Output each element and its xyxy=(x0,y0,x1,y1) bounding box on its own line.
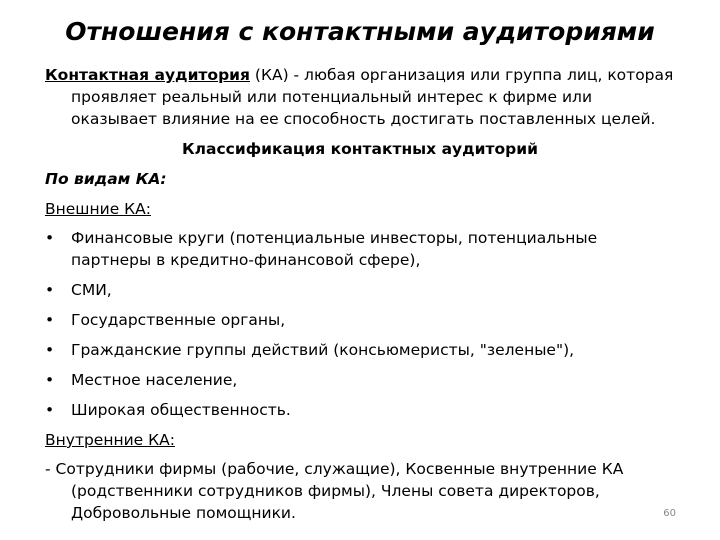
external-item-text: Государственные органы, xyxy=(71,311,286,329)
bullet-icon: • xyxy=(45,401,55,419)
bullet-icon: • xyxy=(45,341,55,359)
slide-title: Отношения с контактными аудиториями xyxy=(65,17,655,46)
external-item-text: Широкая общественность. xyxy=(71,401,291,419)
external-item-2 xyxy=(45,279,675,301)
external-item-5 xyxy=(45,369,675,391)
slide-content xyxy=(45,64,675,524)
external-label: Внешние КА: xyxy=(45,200,151,218)
definition-term: Контактная аудитория xyxy=(45,66,250,84)
external-item-3 xyxy=(45,309,675,331)
bullet-icon: • xyxy=(45,311,55,329)
bullet-icon: • xyxy=(45,371,55,389)
internal-paragraph: - Сотрудники фирмы (рабочие, служащие), Косвенные внутренние КА (родственники сотрудников фирмы), Члены совета директоров, Добровольные помощники. xyxy=(45,460,624,522)
page-number: 60 xyxy=(663,508,676,519)
by-type-label: По видам КА: xyxy=(45,170,167,188)
internal-label: Внутренние КА: xyxy=(45,431,175,449)
definition-paragraph xyxy=(45,64,675,130)
external-item-1 xyxy=(45,227,675,271)
bullet-icon: • xyxy=(45,281,55,299)
external-item-text: СМИ, xyxy=(71,281,112,299)
external-item-text: Местное население, xyxy=(71,371,238,389)
definition-text: (КА) - любая организация или группа лиц, которая проявляет реальный или потенциальный интерес к фирме или оказывает влияние на ее способность достигать поставленных целей. xyxy=(71,66,674,128)
external-item-4 xyxy=(45,339,675,361)
bullet-icon: • xyxy=(45,229,55,247)
classification-heading: Классификация контактных аудиторий xyxy=(182,140,538,158)
external-item-6 xyxy=(45,399,675,421)
external-item-text: Гражданские группы действий (консьюмеристы, "зеленые"), xyxy=(71,341,575,359)
external-item-text: Финансовые круги (потенциальные инвесторы, потенциальные партнеры в кредитно-финансовой сфере), xyxy=(71,229,598,269)
